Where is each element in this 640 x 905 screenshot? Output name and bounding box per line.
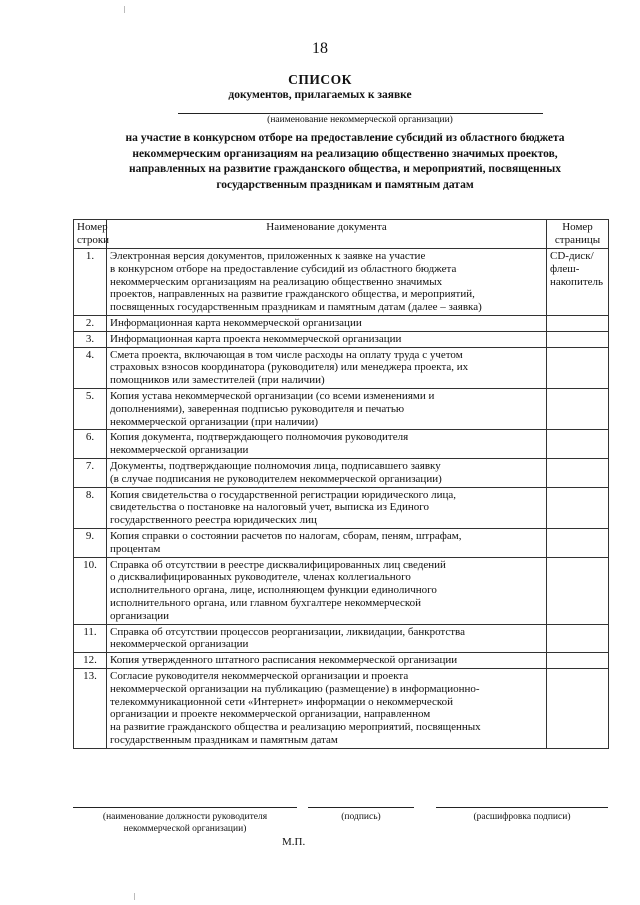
row-number: 13. <box>74 668 107 748</box>
signature-line <box>308 807 414 808</box>
document-name-line: Документы, подтверждающие полномочия лица, подписавшего заявку <box>110 459 441 472</box>
document-name-line: Согласие руководителя некоммерческой организации и проекта <box>110 669 409 682</box>
signature-caption: (подпись) <box>341 812 381 822</box>
document-name-line: Копия свидетельства о государственной регистрации юридического лица, <box>110 488 457 501</box>
table-row <box>74 528 609 557</box>
document-name-line: некоммерческой организации (при наличии) <box>110 415 319 428</box>
table-row <box>74 487 609 528</box>
page-number-line: CD-диск/ <box>550 250 594 262</box>
header-text: страницы <box>554 233 601 246</box>
scan-mark-top <box>124 6 125 13</box>
header-text: Номер <box>77 221 108 233</box>
document-name-line: Справка об отсутствии в реестре дисквалифицированных лиц сведений <box>110 558 446 571</box>
document-name-line: свидетельства о постановке на налоговый учет, выписка из Единого <box>110 501 429 514</box>
row-number: 10. <box>74 557 107 624</box>
document-name-line: посвященных государственным праздникам и памятным датам (далее – заявка) <box>110 301 482 314</box>
document-name-line: Информационная карта проекта некоммерческой организации <box>110 332 402 345</box>
document-name-line: государственным праздникам и памятным датам <box>110 733 338 746</box>
document-name-line: (в случае подписания не руководителем некоммерческой организации) <box>110 472 442 485</box>
table-row <box>74 624 609 653</box>
document-name <box>107 653 547 669</box>
document-name-line: исполнительного органа, или главном бухгалтере некоммерческой <box>110 596 422 609</box>
document-subtitle: документов, прилагаемых к заявке <box>228 89 412 101</box>
position-signature-line <box>73 807 297 808</box>
header-document-name <box>107 220 547 249</box>
document-name <box>107 668 547 748</box>
document-name <box>107 487 547 528</box>
document-name-line: некоммерческой организации <box>110 444 249 457</box>
purpose-line: направленных на развитие гражданского общества, и мероприятий, посвященных <box>129 163 561 175</box>
position-caption <box>70 811 300 835</box>
row-number: 6. <box>74 430 107 459</box>
table-row <box>74 388 609 429</box>
header-text: Номер <box>562 221 593 233</box>
document-title: СПИСОК <box>288 72 352 87</box>
page-number-cell <box>547 315 609 331</box>
document-name <box>107 430 547 459</box>
document-name-line: телекоммуникационной сети «Интернет» информации о некоммерческой <box>110 695 454 708</box>
page-number-cell <box>547 653 609 669</box>
page-number-cell <box>547 331 609 347</box>
document-name-line: некоммерческой организации <box>110 638 249 651</box>
decode-caption: (расшифровка подписи) <box>473 812 571 822</box>
row-number: 2. <box>74 315 107 331</box>
caption-line: некоммерческой организации) <box>123 824 247 834</box>
stamp-place: М.П. <box>282 836 306 848</box>
table-row <box>74 557 609 624</box>
document-name-line: Копия утвержденного штатного расписания некоммерческой организации <box>110 654 458 667</box>
header-text: строки <box>77 233 110 246</box>
row-number: 8. <box>74 487 107 528</box>
table-row <box>74 347 609 388</box>
row-number: 9. <box>74 528 107 557</box>
document-name <box>107 315 547 331</box>
document-name <box>107 388 547 429</box>
document-name-line: в конкурсном отборе на предоставление субсидий из областного бюджета <box>110 262 457 275</box>
document-name-line: исполнительного органа, лице, исполняющем функции единоличного <box>110 584 437 597</box>
header-row-number <box>74 220 110 249</box>
page-number-cell <box>547 430 609 459</box>
document-name <box>107 331 547 347</box>
table-row <box>74 458 609 487</box>
document-name <box>107 458 547 487</box>
header-page-number <box>547 220 609 249</box>
document-name-line: организации и проекте некоммерческой организации, направленном <box>110 708 431 721</box>
page-number-cell <box>547 347 609 388</box>
table-row <box>74 315 609 331</box>
table-row <box>74 668 609 748</box>
document-name-line: Копия документа, подтверждающего полномочия руководителя <box>110 431 409 444</box>
page-number-cell <box>547 487 609 528</box>
organization-name-line <box>178 113 543 114</box>
purpose-line: государственным праздникам и памятным датам <box>216 178 474 191</box>
row-number: 4. <box>74 347 107 388</box>
row-number: 5. <box>74 388 107 429</box>
page-number-line: накопитель <box>550 275 604 288</box>
document-name-line: дополнениями), заверенная подписью руководителя и печатью <box>110 402 405 415</box>
document-name-line: Информационная карта некоммерческой организации <box>110 316 362 329</box>
document-name-line: некоммерческой организации на публикацию (размещение) в информационно- <box>110 682 480 695</box>
table-row <box>74 249 609 316</box>
page-number-cell <box>547 668 609 748</box>
purpose-line: на участие в конкурсном отборе на предоставление субсидий из областного бюджета <box>125 132 565 144</box>
document-name-line: на развитие гражданского общества и реализацию мероприятий, посвященных <box>110 721 481 734</box>
purpose-line: некоммерческим организациям на реализацию общественно значимых проектов, <box>132 147 558 160</box>
document-name-line: Копия справки о состоянии расчетов по налогам, сборам, пеням, штрафам, <box>110 529 462 542</box>
scan-mark-bottom <box>134 893 135 900</box>
document-name <box>107 249 547 316</box>
document-name-line: Копия устава некоммерческой организации (со всеми изменениями и <box>110 389 435 402</box>
row-number: 12. <box>74 653 107 669</box>
page-number-line: флеш- <box>550 262 580 275</box>
document-name-line: некоммерческим организациям на реализацию общественно значимых <box>110 275 443 288</box>
page-number-cell <box>547 557 609 624</box>
row-number: 11. <box>74 624 107 653</box>
table-header-row <box>74 220 609 249</box>
document-name-line: Смета проекта, включающая в том числе расходы на оплату труда с учетом <box>110 348 463 361</box>
organization-caption: (наименование некоммерческой организации) <box>267 115 453 125</box>
page-number: 18 <box>312 40 328 57</box>
document-name-line: Электронная версия документов, приложенных к заявке на участие <box>110 250 426 262</box>
page-number-cell <box>547 458 609 487</box>
page-number-cell <box>547 388 609 429</box>
document-purpose <box>80 131 610 193</box>
document-name <box>107 624 547 653</box>
row-number: 7. <box>74 458 107 487</box>
page-number-cell <box>547 249 609 316</box>
header-text: Наименование документа <box>266 221 387 233</box>
decode-signature-line <box>436 807 608 808</box>
document-name-line: государственного реестра юридических лиц <box>110 514 317 527</box>
document-name-line: о дисквалифицированных руководителе, членах коллегиального <box>110 571 411 584</box>
caption-line: (наименование должности руководителя <box>102 812 268 822</box>
documents-table <box>73 219 609 749</box>
document-name <box>107 557 547 624</box>
document-name <box>107 528 547 557</box>
table-row <box>74 331 609 347</box>
document-name-line: процентам <box>110 542 161 555</box>
page-number-cell <box>547 528 609 557</box>
documents-table-body <box>74 249 609 749</box>
document-name-line: Справка об отсутствии процессов реорганизации, ликвидации, банкротства <box>110 625 465 638</box>
page-number-cell <box>547 624 609 653</box>
document-name-line: проектов, направленных на развитие гражданского общества, и мероприятий, <box>110 288 475 301</box>
document-name <box>107 347 547 388</box>
row-number: 1. <box>74 249 107 316</box>
document-name-line: страховых взносов координатора (руководителя) или менеджера проекта, их <box>110 361 469 374</box>
document-name-line: организации <box>110 609 170 622</box>
table-row <box>74 430 609 459</box>
table-row <box>74 653 609 669</box>
document-name-line: помощников или заместителей (при наличии) <box>110 374 325 387</box>
row-number: 3. <box>74 331 107 347</box>
